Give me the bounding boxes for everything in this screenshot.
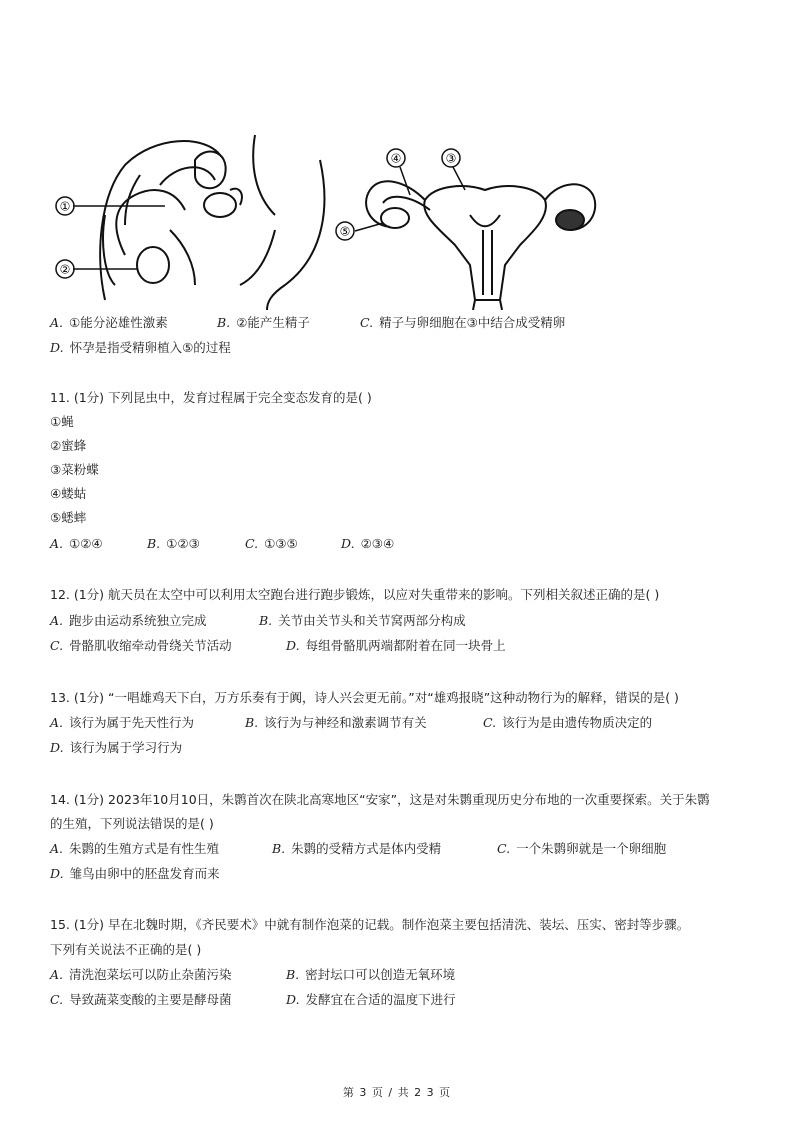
q14-stem-line1: 14. (1分) 2023年10月10日，朱鹮首次在陕北高寒地区“安家”，这是对朱鹮重现历史分布地的一次重要探索。关于朱鹮 bbox=[50, 792, 710, 807]
q12-option-c: C. 骨骼肌收缩牵动骨绕关节活动 bbox=[50, 638, 232, 653]
page-footer: 第 3 页 / 共 2 3 页 bbox=[342, 1086, 452, 1099]
q15-option-b: B. 密封坛口可以创造无氧环境 bbox=[286, 967, 456, 982]
q11-item-2: ②蜜蜂 bbox=[50, 438, 87, 453]
q15-stem-line1: 15. (1分) 早在北魏时期，《齐民要术》中就有制作泡菜的记载。制作泡菜主要包括清洗、装坛、压实、密封等步骤。 bbox=[50, 917, 690, 932]
q15-option-a: A. 清洗泡菜坛可以防止杂菌污染 bbox=[50, 967, 232, 982]
q14-option-b: B. 朱鹮的受精方式是体内受精 bbox=[272, 841, 442, 856]
label-3: ③ bbox=[445, 151, 457, 166]
q11-item-5: ⑤蟋蟀 bbox=[50, 510, 87, 525]
q11-option-b: B. ①②③ bbox=[147, 536, 200, 551]
male-reproductive-diagram bbox=[56, 135, 324, 310]
q15-option-d: D. 发酵宜在合适的温度下进行 bbox=[286, 992, 456, 1007]
q10-option-d: D. 怀孕是指受精卵植入⑤的过程 bbox=[50, 340, 231, 355]
q10-option-a: A. ①能分泌雄性激素 bbox=[50, 315, 168, 330]
q10-option-b: B. ②能产生精子 bbox=[217, 315, 310, 330]
q14-option-d: D. 雏鸟由卵中的胚盘发育而来 bbox=[50, 866, 220, 881]
label-5: ⑤ bbox=[339, 224, 351, 239]
q11-option-a: A. ①②④ bbox=[50, 536, 103, 551]
q11-option-d: D. ②③④ bbox=[341, 536, 395, 551]
q13-option-d: D. 该行为属于学习行为 bbox=[50, 740, 183, 755]
q12-option-d: D. 每组骨骼肌两端都附着在同一块骨上 bbox=[286, 638, 506, 653]
q13-option-a: A. 该行为属于先天性行为 bbox=[50, 715, 195, 730]
q13-stem: 13. (1分) “一唱雄鸡天下白，万方乐奏有于阗，诗人兴会更无前。”对“雄鸡报晓”这种动物行为的解释，错误的是( ) bbox=[50, 690, 679, 705]
q14-stem-line2: 的生殖，下列说法错误的是( ) bbox=[50, 816, 214, 831]
q13-option-b: B. 该行为与神经和激素调节有关 bbox=[245, 715, 427, 730]
q14-option-a: A. 朱鹮的生殖方式是有性生殖 bbox=[50, 841, 220, 856]
label-1: ① bbox=[59, 199, 71, 214]
q12-option-b: B. 关节由关节头和关节窝两部分构成 bbox=[259, 613, 466, 628]
q11-item-4: ④蝼蛄 bbox=[50, 486, 87, 501]
q11-stem: 11. (1分) 下列昆虫中，发育过程属于完全变态发育的是( ) bbox=[50, 390, 372, 405]
q12-option-a: A. 跑步由运动系统独立完成 bbox=[50, 613, 207, 628]
label-2: ② bbox=[59, 262, 71, 277]
reproductive-system-figure bbox=[45, 135, 605, 310]
q10-option-c: C. 精子与卵细胞在③中结合成受精卵 bbox=[360, 315, 566, 330]
q13-option-c: C. 该行为是由遗传物质决定的 bbox=[483, 715, 653, 730]
q11-option-c: C. ①③⑤ bbox=[245, 536, 298, 551]
q11-item-1: ①蝇 bbox=[50, 414, 74, 429]
label-4: ④ bbox=[390, 151, 402, 166]
q15-stem-line2: 下列有关说法不正确的是( ) bbox=[50, 942, 202, 957]
q15-option-c: C. 导致蔬菜变酸的主要是酵母菌 bbox=[50, 992, 232, 1007]
female-reproductive-diagram bbox=[336, 149, 595, 310]
q14-option-c: C. 一个朱鹮卵就是一个卵细胞 bbox=[497, 841, 667, 856]
q11-item-3: ③菜粉蝶 bbox=[50, 462, 99, 477]
q12-stem: 12. (1分) 航天员在太空中可以利用太空跑台进行跑步锻炼，以应对失重带来的影响。下列相关叙述正确的是( ) bbox=[50, 587, 660, 602]
